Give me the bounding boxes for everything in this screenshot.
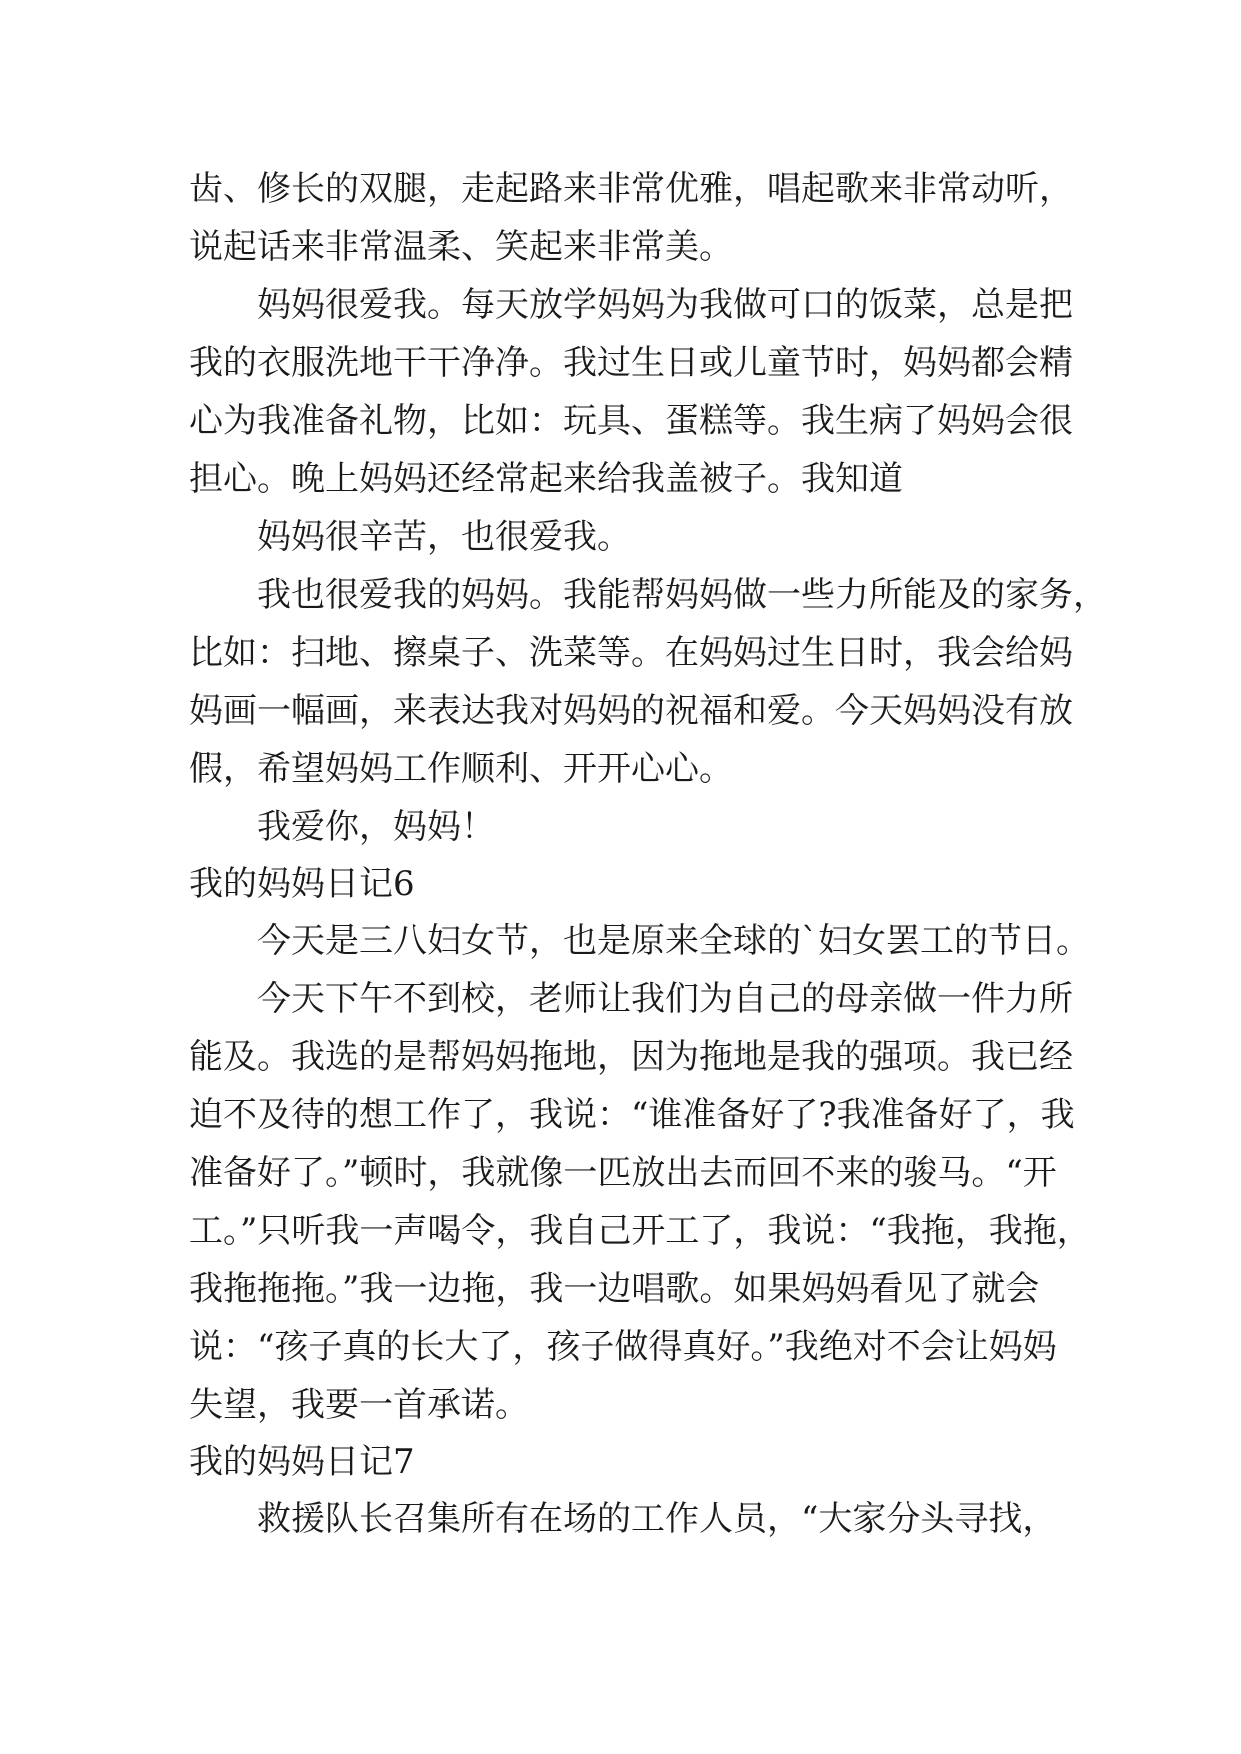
section-heading: 我的妈妈日记7 — [189, 1442, 415, 1482]
paragraph-line: 能及。我选的是帮妈妈拖地，因为拖地是我的强项。我已经 — [189, 1037, 1073, 1077]
paragraph-line: 今天下午不到校，老师让我们为自己的母亲做一件力所 — [257, 979, 1073, 1019]
paragraph-line: 工。”只听我一声喝令，我自己开工了，我说：“我拖，我拖， — [189, 1211, 1091, 1251]
paragraph-line: 妈妈很爱我。每天放学妈妈为我做可口的饭菜，总是把 — [257, 285, 1073, 325]
paragraph-line: 妈画一幅画，来表达我对妈妈的祝福和爱。今天妈妈没有放 — [189, 691, 1073, 731]
paragraph-line: 假，希望妈妈工作顺利、开开心心。 — [189, 749, 733, 789]
paragraph-line: 齿、修长的双腿，走起路来非常优雅，唱起歌来非常动听， — [189, 169, 1073, 209]
paragraph-line: 我拖拖拖。”我一边拖，我一边唱歌。如果妈妈看见了就会 — [189, 1269, 1040, 1309]
paragraph-line: 心为我准备礼物，比如：玩具、蛋糕等。我生病了妈妈会很 — [189, 401, 1073, 441]
paragraph-line: 准备好了。”顿时，我就像一匹放出去而回不来的骏马。“开 — [189, 1153, 1057, 1193]
paragraph-line: 说起话来非常温柔、笑起来非常美。 — [189, 227, 733, 267]
paragraph-line: 说：“孩子真的长大了，孩子做得真好。”我绝对不会让妈妈 — [189, 1327, 1057, 1367]
paragraph-line: 失望，我要一首承诺。 — [189, 1385, 529, 1425]
paragraph-line: 今天是三八妇女节，也是原来全球的`妇女罢工的节日。 — [257, 921, 1090, 961]
paragraph-line: 救援队长召集所有在场的工作人员，“大家分头寻找， — [257, 1499, 1057, 1539]
paragraph-line: 我爱你，妈妈！ — [257, 807, 495, 847]
paragraph-line: 妈妈很辛苦，也很爱我。 — [257, 517, 631, 557]
paragraph-line: 我的衣服洗地干干净净。我过生日或儿童节时，妈妈都会精 — [189, 343, 1073, 383]
paragraph-line: 迫不及待的想工作了，我说：“谁准备好了?我准备好了，我 — [189, 1095, 1075, 1135]
document-body — [189, 160, 1107, 1548]
paragraph-line: 担心。晚上妈妈还经常起来给我盖被子。我知道 — [189, 459, 903, 499]
paragraph-line: 比如：扫地、擦桌子、洗菜等。在妈妈过生日时，我会给妈 — [189, 633, 1073, 673]
section-heading: 我的妈妈日记6 — [189, 864, 415, 904]
paragraph-line: 我也很爱我的妈妈。我能帮妈妈做一些力所能及的家务， — [257, 575, 1107, 615]
